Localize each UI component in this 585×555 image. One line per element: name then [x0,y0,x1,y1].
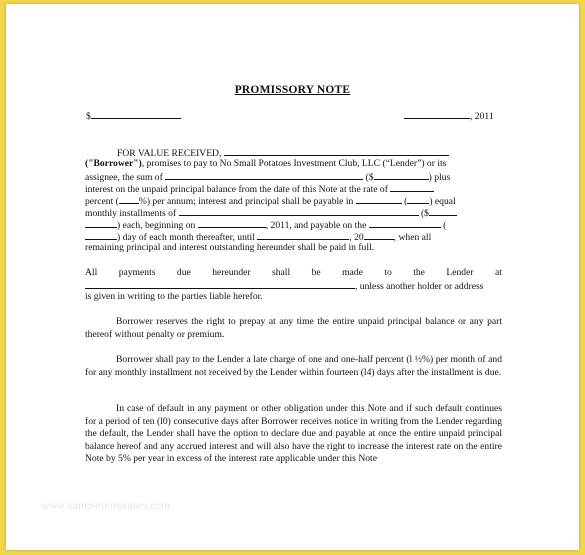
payable-on-text: , 2011, and payable on the [265,220,367,231]
day-paren: ( [443,220,447,231]
prepay-paragraph: Borrower reserves the right to prepay at any time the entire unpaid principal balance or any part thereof without penalty or premium. [85,316,502,340]
p1-line2 [85,158,446,171]
monthly-text: monthly installments of [85,208,177,219]
p2-word: the [413,267,425,278]
beginning-text: ) each, beginning on [117,220,196,231]
borrower-label: ("Borrower") [85,158,142,169]
beginning-date-blank [198,218,266,228]
rate-text: interest on the unpaid principal balance from the date of this Note at the rate of [85,184,388,195]
p2-word: due [176,267,191,278]
rate-words-blank [390,182,434,192]
p2-word: hereunder [212,267,251,278]
p2-word: Lender [446,267,474,278]
percent-blank [119,194,139,204]
year-text: , 2011 [470,111,494,122]
percent-text: percent ( [85,196,119,207]
watermark: www.sampletemplates.com [42,501,171,512]
installment-number-blank [429,206,457,216]
sum-number-blank [374,170,429,180]
p2-word: at [494,267,502,278]
date-blank [404,109,470,119]
day-words-blank [369,218,441,228]
installment-dollar: ($ [420,208,429,219]
dollar-sign: $ [86,111,91,122]
document-title: PROMISSORY NOTE [234,84,351,96]
p2-word: shall [272,267,291,278]
p2-word: All [85,267,98,278]
lender-text: , promises to pay to No Small Potatoes Investment Club, LLC (“Lender”) or its [141,158,447,169]
sum-text: assignee, the sum of [85,172,163,183]
installments-words-blank [356,194,402,204]
sum-words-blank [165,170,363,180]
date-line [404,109,494,124]
p2-word: made [342,267,363,278]
for-value-received: FOR VALUE RECEIVED, [117,148,222,159]
century-text: , 20 [349,232,364,243]
late-charge-paragraph: Borrower shall pay to the Lender a late charge of one and one-half percent (l ½%) per month of and for any monthly installment not received by the Lender within fourteen (l4) days after the installment is due. [85,354,502,378]
sum-dollar: ($ [365,172,374,183]
p2-word: be [311,267,321,278]
plus-text: ) plus [428,172,451,183]
installment-amount-blank [179,206,419,216]
p1-line9: remaining principal and interest outstanding hereunder shall be paid in full. [85,242,375,253]
borrower-name-blank [224,146,449,156]
payable-text: %) per annum; interest and principal shall be payable in [138,196,354,207]
amount-blank [91,109,181,119]
p2-word: payments [118,267,156,278]
day-number-blank [85,230,117,240]
until-year-blank [364,230,394,240]
until-date-blank [257,230,349,240]
address-blank [85,279,355,289]
thereafter-text: ) day of each month thereafter, until [117,232,255,243]
document-page [6,4,579,550]
p2-line1 [85,267,502,280]
installments-number-blank [407,194,429,204]
equal-text: ) equal [429,196,456,207]
installment-close-blank [85,218,117,228]
holder-text: , unless another holder or address [355,281,484,292]
default-paragraph: In case of default in any payment or other obligation under this Note and if such default continues for a period of ten (l0) consecutive days after Borrower receives notice in writing from the Lender regarding the default, the Lender shall have the option to declare due and payable at once the entire unpaid principal balance hereof and any accrued interest and will also have the right to increase the interest rate on the entire Note by 5% per year in excess of the interest rate applicable under this Note [85,403,502,465]
p2-line3: is given in writing to the parties liable herefor. [85,291,263,302]
paren-open: ( [404,196,408,207]
when-all-text: , when all [393,232,432,243]
amount-line [86,109,181,124]
p2-word: to [384,267,392,278]
